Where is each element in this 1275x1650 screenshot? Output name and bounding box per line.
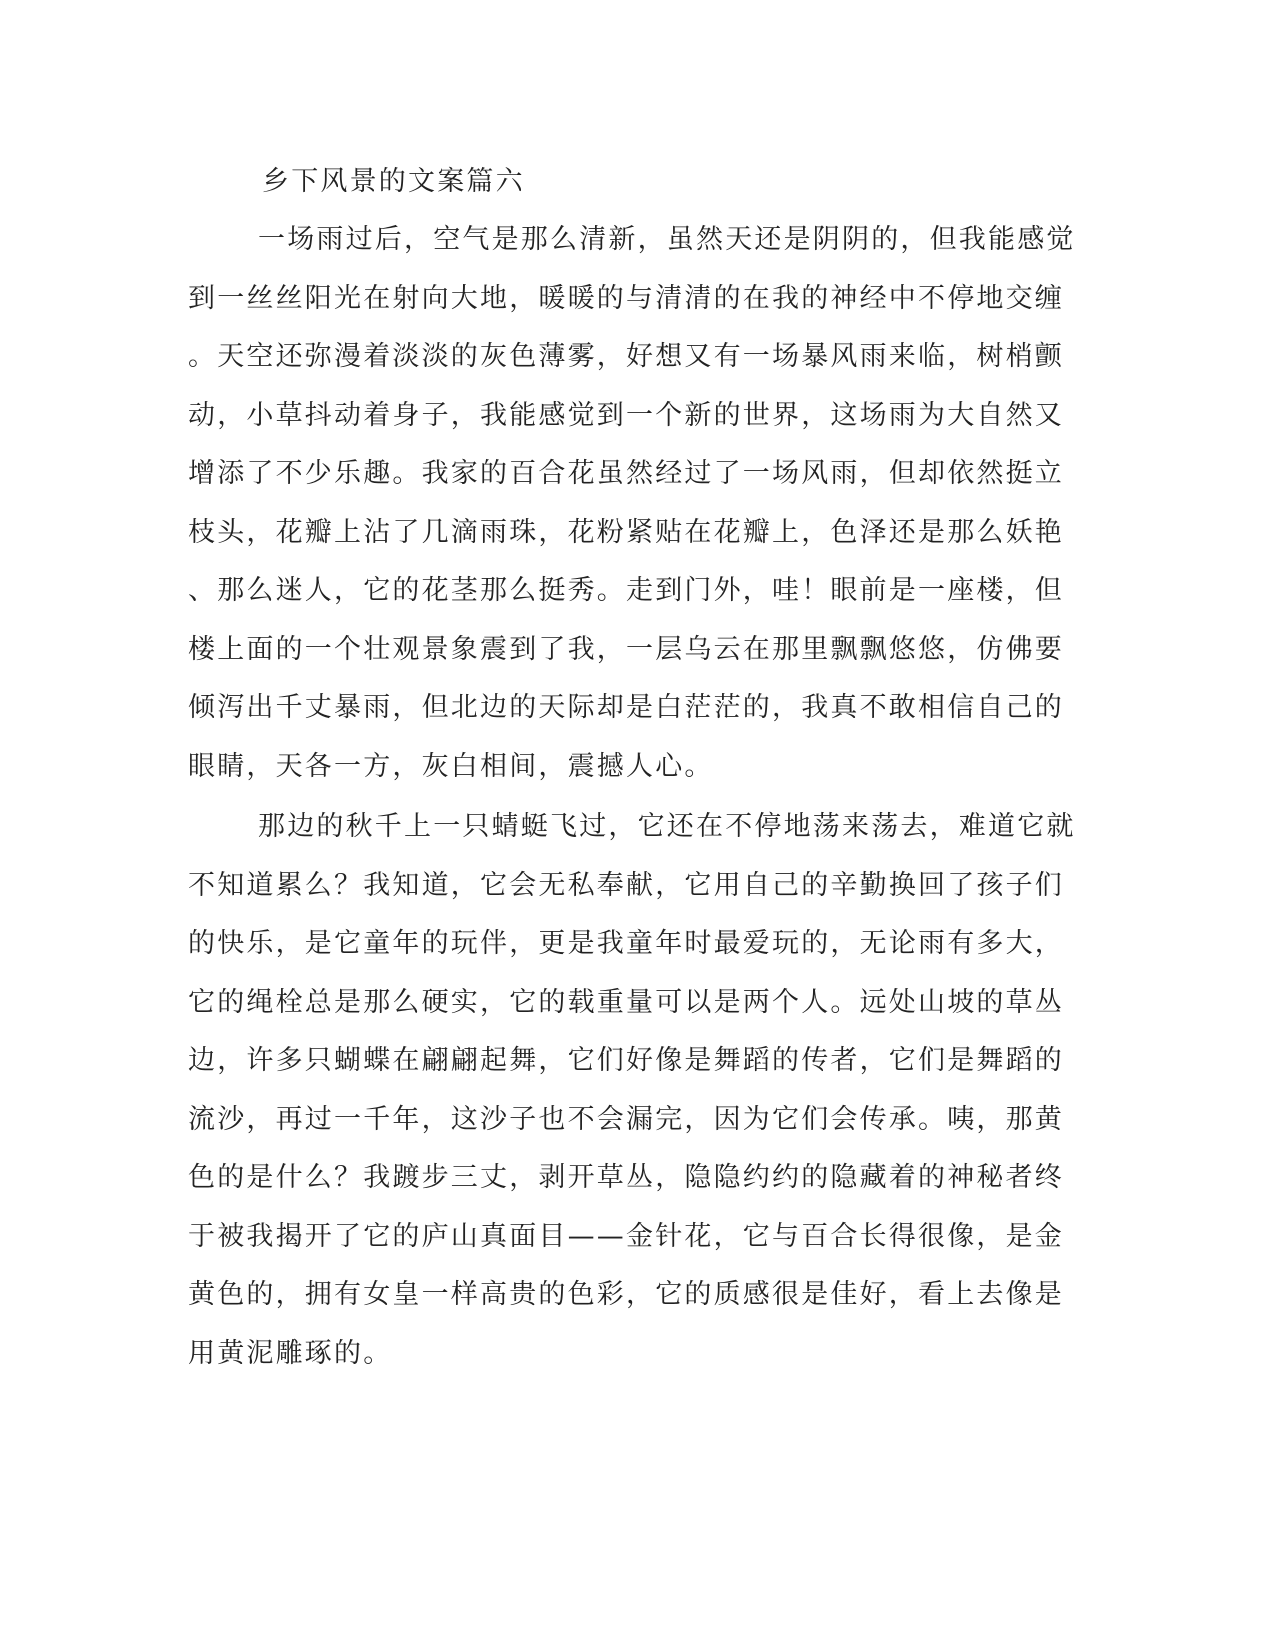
paragraph-line: 它的绳栓总是那么硬实，它的载重量可以是两个人。远处山坡的草丛 [188,987,1064,1018]
paragraph-line: 边，许多只蝴蝶在翩翩起舞，它们好像是舞蹈的传者，它们是舞蹈的 [188,1045,1064,1076]
paragraph-line: 楼上面的一个壮观景象震到了我，一层乌云在那里飘飘悠悠，仿佛要 [188,634,1064,665]
paragraph-line: 增添了不少乐趣。我家的百合花虽然经过了一场风雨，但却依然挺立 [188,458,1064,489]
paragraph-line: 。天空还弥漫着淡淡的灰色薄雾，好想又有一场暴风雨来临，树梢颤 [188,341,1064,372]
paragraph-line: 不知道累么？我知道，它会无私奉献，它用自己的辛勤换回了孩子们 [188,870,1064,901]
paragraph-line: 到一丝丝阳光在射向大地，暖暖的与清清的在我的神经中不停地交缠 [188,283,1064,314]
paragraph-line: 倾泻出千丈暴雨，但北边的天际却是白茫茫的，我真不敢相信自己的 [188,692,1064,723]
document-title: 乡下风景的文案篇六 [262,166,525,197]
paragraph-line: 动，小草抖动着身子，我能感觉到一个新的世界，这场雨为大自然又 [188,400,1064,431]
paragraph-line: 黄色的，拥有女皇一样高贵的色彩，它的质感很是佳好，看上去像是 [188,1279,1064,1310]
paragraph-line: 一场雨过后，空气是那么清新，虽然天还是阴阴的，但我能感觉 [258,224,1076,255]
paragraph-line: 眼睛，天各一方，灰白相间，震撼人心。 [188,751,714,782]
paragraph-line: 流沙，再过一千年，这沙子也不会漏完，因为它们会传承。咦，那黄 [188,1104,1064,1135]
paragraph-line: 于被我揭开了它的庐山真面目——金针花，它与百合长得很像，是金 [188,1221,1064,1252]
paragraph-line: 用黄泥雕琢的。 [188,1338,393,1369]
paragraph-line: 枝头，花瓣上沾了几滴雨珠，花粉紧贴在花瓣上，色泽还是那么妖艳 [188,517,1064,548]
paragraph-line: 色的是什么？我踱步三丈，剥开草丛，隐隐约约的隐藏着的神秘者终 [188,1162,1064,1193]
paragraph-line: 的快乐，是它童年的玩伴，更是我童年时最爱玩的，无论雨有多大， [188,928,1064,959]
paragraph-line: 那边的秋千上一只蜻蜓飞过，它还在不停地荡来荡去，难道它就 [258,811,1076,842]
paragraph-line: 、那么迷人，它的花茎那么挺秀。走到门外，哇！眼前是一座楼，但 [188,575,1064,606]
